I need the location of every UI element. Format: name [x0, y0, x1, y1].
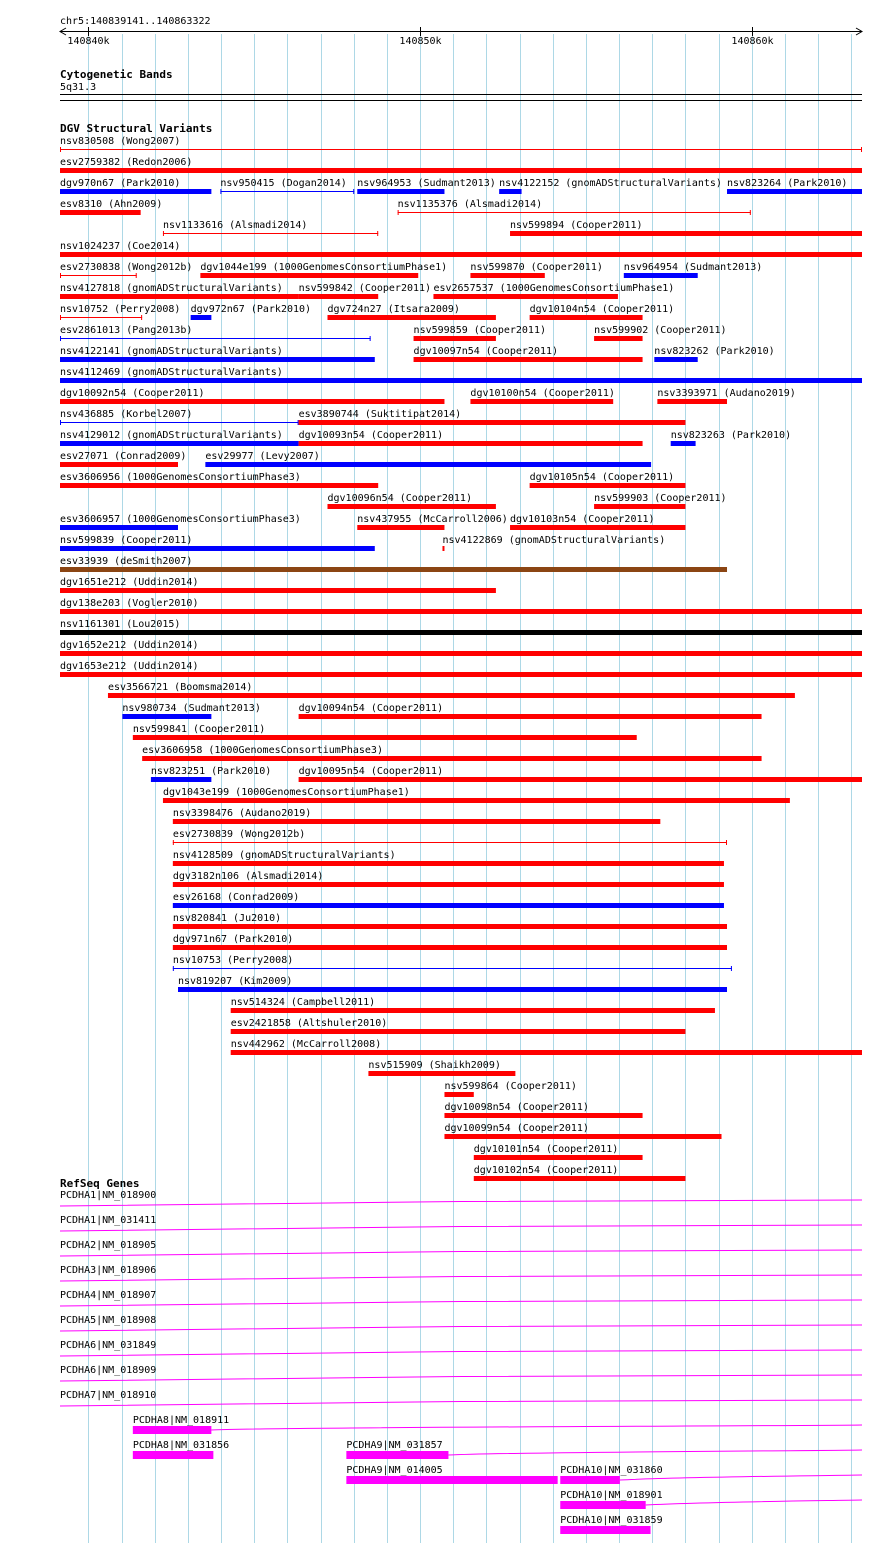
variant-bar	[510, 231, 862, 236]
variant-label: dgv10103n54 (Cooper2011)	[510, 514, 655, 525]
variant-bar	[60, 525, 178, 530]
variant-bar	[108, 693, 795, 698]
variant-bar	[444, 1134, 721, 1139]
variant-label: esv33939 (deSmith2007)	[60, 556, 193, 567]
variant-label: dgv10101n54 (Cooper2011)	[473, 1144, 619, 1155]
variant-bar	[530, 315, 643, 320]
variant-bar	[173, 945, 727, 950]
variant-label: esv29977 (Levy2007)	[205, 451, 320, 462]
variant-label: nsv1133616 (Alsmadi2014)	[162, 220, 308, 231]
variant-label: nsv820841 (Ju2010)	[172, 913, 282, 924]
variant-bar	[163, 798, 790, 803]
variant-bar	[727, 189, 862, 194]
variant-bar	[444, 1113, 642, 1118]
variant-bar	[231, 1050, 862, 1055]
variant-label: nsv1024237 (Coe2014)	[60, 241, 181, 252]
variant-label: dgv1652e212 (Uddin2014)	[60, 640, 199, 651]
variant-label: nsv4129012 (gnomADStructuralVariants)	[60, 430, 283, 441]
variant-bar	[60, 546, 375, 551]
gene-exon	[346, 1451, 448, 1459]
variant-bar	[594, 504, 685, 509]
variant-bar	[205, 462, 651, 467]
variant-bar	[414, 357, 643, 362]
gene-label: PCDHA4|NM_018907	[60, 1290, 157, 1301]
variant-bar	[470, 399, 613, 404]
variant-bar	[671, 441, 696, 446]
variant-label: dgv10094n54 (Cooper2011)	[298, 703, 444, 714]
variant-label: dgv1653e212 (Uddin2014)	[60, 661, 199, 672]
variant-label: esv27071 (Conrad2009)	[60, 451, 187, 462]
variant-bar	[368, 1071, 515, 1076]
variant-label: esv3566721 (Boomsma2014)	[107, 682, 253, 693]
variant-bar	[299, 294, 379, 299]
variant-label: dgv3182n106 (Alsmadi2014)	[172, 871, 324, 882]
variant-bar	[173, 819, 660, 824]
variant-bar	[60, 588, 496, 593]
variant-bar	[231, 1029, 686, 1034]
variant-bar	[357, 525, 444, 530]
ruler-tick-label: 140850k	[399, 36, 442, 47]
variant-bar	[60, 567, 727, 572]
variant-bar	[357, 189, 444, 194]
gene-label: PCDHA8|NM_031856	[132, 1440, 230, 1451]
variant-label: nsv830508 (Wong2007)	[60, 136, 181, 147]
gene-label: PCDHA9|NM_014005	[346, 1465, 443, 1476]
variant-bar	[474, 1155, 643, 1160]
variant-bar	[327, 315, 495, 320]
variant-label: nsv599841 (Cooper2011)	[132, 724, 266, 735]
variant-label: dgv724n27 (Itsara2009)	[327, 304, 460, 315]
variant-label: nsv1161301 (Lou2015)	[60, 619, 181, 630]
refseq-track	[60, 1177, 862, 1534]
refseq-track-title: RefSeq Genes	[60, 1177, 140, 1190]
variant-bar	[60, 630, 862, 635]
variant-label: nsv823263 (Park2010)	[670, 430, 792, 441]
gene-intron	[60, 1375, 862, 1381]
variant-bar	[624, 273, 698, 278]
gene-intron	[60, 1200, 862, 1206]
cytoband-track-title: Cytogenetic Bands	[60, 68, 173, 81]
variant-bar	[60, 168, 862, 173]
variant-label: dgv1044e199 (1000GenomesConsortiumPhase1)	[200, 262, 448, 273]
variant-label: dgv10104n54 (Cooper2011)	[529, 304, 675, 315]
variant-bar	[433, 294, 617, 299]
variant-label: dgv138e203 (Vogler2010)	[60, 598, 199, 609]
variant-label: nsv599903 (Cooper2011)	[594, 493, 727, 504]
gene-label: PCDHA7|NM_018910	[60, 1390, 157, 1401]
variant-label: dgv1651e212 (Uddin2014)	[60, 577, 199, 588]
gene-label: PCDHA2|NM_018905	[60, 1240, 157, 1251]
variant-label: nsv964953 (Sudmant2013)	[357, 178, 496, 189]
gene-exon	[560, 1501, 645, 1509]
variant-label: dgv10093n54 (Cooper2011)	[298, 430, 444, 441]
variant-label: nsv4122152 (gnomADStructuralVariants)	[499, 178, 722, 189]
variant-label: esv26168 (Conrad2009)	[172, 892, 300, 903]
variant-label: dgv10100n54 (Cooper2011)	[470, 388, 615, 399]
variant-bar	[142, 756, 761, 761]
variant-label: dgv1043e199 (1000GenomesConsortiumPhase1)	[162, 787, 410, 798]
variant-bar	[654, 357, 697, 362]
variant-bar	[510, 525, 685, 530]
variant-bar	[231, 1008, 715, 1013]
gene-label: PCDHA6|NM_031849	[60, 1340, 157, 1351]
variant-label: esv2861013 (Pang2013b)	[60, 325, 193, 336]
variant-bar	[299, 777, 862, 782]
variant-bar	[299, 420, 686, 425]
gene-intron	[646, 1500, 862, 1505]
variant-bar	[60, 399, 444, 404]
variant-label: dgv10097n54 (Cooper2011)	[413, 346, 559, 357]
variant-label: nsv823251 (Park2010)	[150, 766, 272, 777]
variant-bar	[60, 462, 178, 467]
dgv-track-title: DGV Structural Variants	[60, 122, 213, 135]
variant-label: esv3890744 (Suktitipat2014)	[298, 409, 462, 420]
variant-label: nsv950415 (Dogan2014)	[220, 178, 347, 189]
variant-label: esv3606956 (1000GenomesConsortiumPhase3)	[60, 472, 301, 483]
variant-label: nsv4112469 (gnomADStructuralVariants)	[60, 367, 283, 378]
variant-label: esv8310 (Ahn2009)	[60, 199, 163, 210]
gene-label: PCDHA8|NM_018911	[132, 1415, 230, 1426]
variant-bar	[474, 1176, 686, 1181]
variant-label: esv2657537 (1000GenomesConsortiumPhase1)	[433, 283, 675, 294]
variant-bar	[173, 882, 724, 887]
variant-bar	[594, 336, 642, 341]
variant-label: esv2730838 (Wong2012b)	[60, 262, 193, 273]
variant-bar	[442, 546, 444, 551]
variant-label: nsv980734 (Sudmant2013)	[122, 703, 261, 714]
variant-label: nsv819207 (Kim2009)	[178, 976, 293, 987]
ruler	[60, 16, 862, 47]
gene-exon	[560, 1526, 650, 1534]
variant-label: nsv442962 (McCarroll2008)	[230, 1039, 382, 1050]
variant-label: nsv3398476 (Audano2019)	[172, 808, 312, 819]
variant-label: nsv4128509 (gnomADStructuralVariants)	[172, 850, 396, 861]
gene-exon	[560, 1476, 620, 1484]
variant-label: nsv437955 (McCarroll2006)	[357, 514, 508, 525]
variant-label: dgv10092n54 (Cooper2011)	[60, 388, 205, 399]
variant-bar	[60, 483, 378, 488]
variant-bar	[299, 441, 643, 446]
gene-label: PCDHA6|NM_018909	[60, 1365, 157, 1376]
variant-bar	[60, 651, 862, 656]
variant-bar	[60, 441, 299, 446]
variant-label: nsv823264 (Park2010)	[727, 178, 848, 189]
variant-bar	[173, 924, 727, 929]
variant-label: nsv599864 (Cooper2011)	[444, 1081, 577, 1092]
variant-label: nsv599842 (Cooper2011)	[298, 283, 432, 294]
gene-intron	[211, 1425, 862, 1430]
ruler-location: chr5:140839141..140863322	[60, 16, 211, 27]
variant-label: nsv436885 (Korbel2007)	[60, 409, 193, 420]
variant-bar	[122, 714, 211, 719]
variant-label: dgv10105n54 (Cooper2011)	[529, 472, 675, 483]
gene-label: PCDHA1|NM_018900	[60, 1190, 157, 1201]
variant-label: nsv514324 (Campbell2011)	[230, 997, 376, 1008]
gene-intron	[60, 1250, 862, 1256]
variant-label: nsv599839 (Cooper2011)	[60, 535, 193, 546]
variant-label: nsv3393971 (Audano2019)	[657, 388, 796, 399]
variant-label: nsv823262 (Park2010)	[654, 346, 775, 357]
variant-label: nsv599859 (Cooper2011)	[413, 325, 547, 336]
gene-intron	[448, 1450, 862, 1455]
gene-intron	[60, 1300, 862, 1306]
variant-bar	[200, 273, 418, 278]
variant-bar	[470, 273, 544, 278]
variant-bar	[133, 735, 637, 740]
gene-intron	[60, 1275, 862, 1281]
variant-bar	[60, 378, 862, 383]
variant-label: nsv599870 (Cooper2011)	[470, 262, 603, 273]
variant-bar	[60, 252, 862, 257]
variant-bar	[414, 336, 496, 341]
variant-label: esv3606957 (1000GenomesConsortiumPhase3)	[60, 514, 301, 525]
variant-label: dgv970n67 (Park2010)	[60, 178, 181, 189]
variant-bar	[530, 483, 686, 488]
ruler-tick-label: 140840k	[67, 36, 110, 47]
gene-intron	[60, 1400, 862, 1406]
variant-bar	[60, 189, 211, 194]
gene-exon	[133, 1451, 214, 1459]
variant-label: nsv10752 (Perry2008)	[60, 304, 181, 315]
variant-bar	[191, 315, 212, 320]
cytoband-label: 5q31.3	[60, 82, 97, 93]
ruler-tick-label: 140860k	[731, 36, 774, 47]
variant-label: nsv10753 (Perry2008)	[172, 955, 294, 966]
variant-label: nsv4122869 (gnomADStructuralVariants)	[442, 535, 666, 546]
variant-label: nsv4122141 (gnomADStructuralVariants)	[60, 346, 283, 357]
variant-bar	[299, 714, 762, 719]
gene-label: PCDHA10|NM_031860	[560, 1465, 663, 1476]
variant-label: esv2759382 (Redon2006)	[60, 157, 193, 168]
variant-label: dgv10096n54 (Cooper2011)	[327, 493, 472, 504]
variant-bar	[60, 609, 862, 614]
variant-label: nsv964954 (Sudmant2013)	[623, 262, 763, 273]
variant-label: esv3606958 (1000GenomesConsortiumPhase3)	[142, 745, 383, 756]
gene-intron	[60, 1350, 862, 1356]
variant-bar	[60, 294, 299, 299]
gene-exon	[346, 1476, 557, 1484]
variant-bar	[60, 672, 862, 677]
variant-bar	[499, 189, 521, 194]
variant-bar	[173, 861, 724, 866]
variant-label: nsv599894 (Cooper2011)	[510, 220, 643, 231]
variant-bar	[178, 987, 727, 992]
gene-label: PCDHA10|NM_031859	[560, 1515, 663, 1526]
cytoband-track	[60, 68, 862, 101]
variant-label: nsv515909 (Shaikh2009)	[368, 1060, 501, 1071]
gene-exon	[133, 1426, 212, 1434]
variant-bar	[657, 399, 727, 404]
variant-bar	[173, 903, 724, 908]
variant-label: dgv10102n54 (Cooper2011)	[473, 1165, 619, 1176]
variant-label: esv2730839 (Wong2012b)	[172, 829, 306, 840]
gene-label: PCDHA10|NM_018901	[560, 1490, 663, 1501]
variant-label: esv2421858 (Altshuler2010)	[230, 1018, 388, 1029]
gene-intron	[60, 1325, 862, 1331]
variant-label: nsv599902 (Cooper2011)	[594, 325, 727, 336]
variant-label: nsv1135376 (Alsmadi2014)	[397, 199, 543, 210]
variant-label: dgv10098n54 (Cooper2011)	[444, 1102, 589, 1113]
gene-intron	[60, 1225, 862, 1231]
variant-bar	[327, 504, 495, 509]
variant-label: dgv971n67 (Park2010)	[172, 934, 294, 945]
variant-label: nsv4127818 (gnomADStructuralVariants)	[60, 283, 283, 294]
gene-label: PCDHA5|NM_018908	[60, 1315, 157, 1326]
variant-bar	[60, 210, 141, 215]
gene-label: PCDHA3|NM_018906	[60, 1265, 157, 1276]
variant-bar	[151, 777, 211, 782]
dgv-track	[60, 122, 862, 1181]
variant-bar	[444, 1092, 473, 1097]
variant-label: dgv10095n54 (Cooper2011)	[298, 766, 444, 777]
variant-bar	[60, 357, 375, 362]
variant-label: dgv972n67 (Park2010)	[190, 304, 312, 315]
gene-label: PCDHA9|NM_031857	[346, 1440, 443, 1451]
variant-label: dgv10099n54 (Cooper2011)	[444, 1123, 589, 1134]
gene-label: PCDHA1|NM_031411	[60, 1215, 157, 1226]
